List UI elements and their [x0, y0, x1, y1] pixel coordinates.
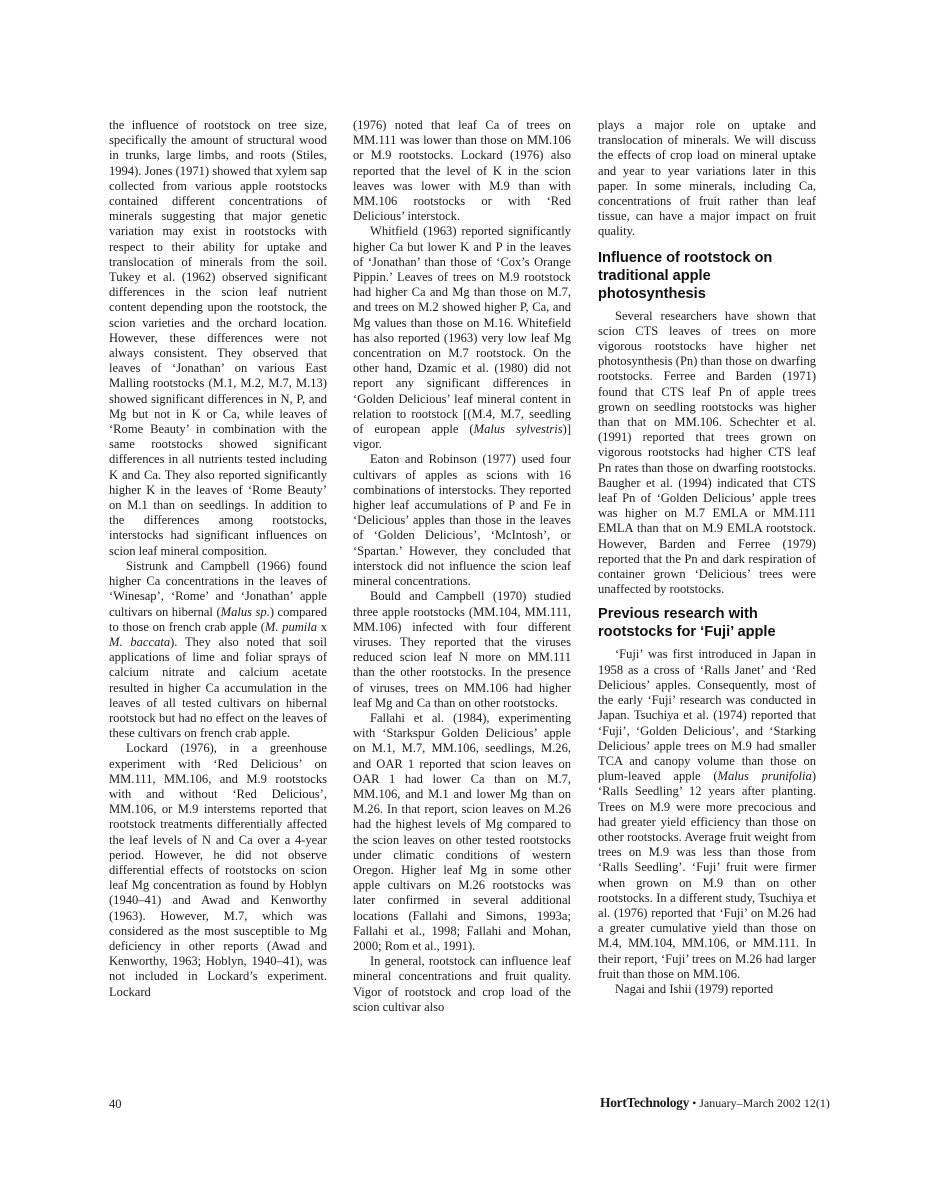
text-column-1	[109, 118, 327, 1000]
section-heading: Previous research with rootstocks for ‘Fuji’ apple	[598, 606, 776, 641]
paragraph: Sistrunk and Campbell (1966) found higher Ca concentrations in the leaves of ‘Winesap’, ‘Rome’ and ‘Jonathan’ apple cultivars on hibernal (Malus sp.) compared to those on french crab apple (M. pumila x M. baccata). They also noted that soil applications of lime and foliar sprays of calcium nitrate and calcium acetate resulted in higher Ca accumulation in the leaves of all tested cultivars on hibernal rootstock but had no effect on the leaves of these cultivars on french crab apple.	[109, 558, 328, 741]
paragraph: ‘Fuji’ was first introduced in Japan in 1958 as a cross of ‘Ralls Janet’ and ‘Red Delicious’ apples. Consequently, most of the early ‘Fuji’ research was conducted in Japan. Tsuchiya et al. (1974) reported that ‘Fuji’, ‘Golden Delicious’, and ‘Starking Delicious’ apple trees on M.9 had smaller TCA and canopy volume than those on plum-leaved apple (Malus prunifolia) ‘Ralls Seedling’ 12 years after planting. Trees on M.9 were more precocious and had greater yield efficiency than those on other rootstocks. Average fruit weight from trees on M.9 was less than those from ‘Ralls Seedling’. ‘Fuji’ fruit were firmer when grown on M.9 than on other rootstocks. In a different study, Tsuchiya et al. (1976) reported that ‘Fuji’ on M.26 had a greater cumulative yield than those on M.4, MM.104, MM.106, or MM.111. In their report, ‘Fuji’ trees on M.26 had larger fruit than those on MM.106.	[598, 647, 816, 981]
paragraph: Eaton and Robinson (1977) used four cultivars of apples as scions with 16 combinations of interstocks. They reported higher leaf accumulations of P and Fe in ‘Delicious’ apples than those in the leaves of ‘Golden Delicious’, ‘McIntosh’, or ‘Spartan.’ However, they concluded that interstock did not influence the scion leaf mineral concentrations.	[353, 452, 571, 589]
paragraph: (1976) noted that leaf Ca of trees on MM.111 was lower than those on MM.106 or M.9 rootstocks. Lockard (1976) also reported that the level of K in the scion leaves was lower with M.9 than with MM.106 rootstocks or with ‘Red Delicious’ interstock.	[353, 118, 571, 224]
section-heading: Influence of rootstock on traditional apple photosynthesis	[598, 249, 773, 302]
journal-footer	[600, 1095, 830, 1111]
page-number: 40	[109, 1097, 122, 1111]
paragraph: Several researchers have shown that scion CTS leaves of trees on more vigorous rootstocks have higher net photosynthesis (Pn) than those on dwarfing rootstocks. Ferree and Barden (1971) found that CTS leaf Pn of apple trees grown on seedling rootstocks was higher than that on MM.106. Schechter et al. (1991) reported that trees grown on vigorous rootstocks had higher CTS leaf Pn rates than those on dwarfing rootstocks. Baugher et al. (1994) indicated that CTS leaf Pn of ‘Golden Delicious’ apple trees was higher on M.7 EMLA or MM.111 EMLA than that on M.9 EMLA rootstock. However, Barden and Ferree (1979) reported that the Pn and dark respiration of container grown ‘Delicious’ trees were unaffected by rootstocks.	[598, 308, 816, 597]
text-column-2	[353, 118, 571, 1015]
paragraph: In general, rootstock can influence leaf mineral concentrations and fruit quality. Vigor of rootstock and crop load of the scion cultivar also	[353, 954, 571, 1014]
paragraph: the influence of rootstock on tree size, specifically the amount of structural wood in trunks, large limbs, and roots (Stiles, 1994). Jones (1971) showed that xylem sap collected from various apple rootstocks contained different concentrations of minerals suggesting that major genetic variation may exist in rootstocks with respect to their ability for uptake and translocation of minerals from the soil. Tukey et al. (1962) observed significant differences in the scion leaf nutrient content depending upon the rootstock, the scion varieties and the orchard location. However, these differences were not always consistent. They observed that leaves of ‘Jonathan’ on various East Malling rootstocks (M.1, M.2, M.7, M.13) showed significant differences in N, P, and Mg but not in K or Ca, while leaves of ‘Rome Beauty’ in combination with the same rootstocks showed significant differences in all nutrients tested including K and Ca. They also reported significantly higher K in the leaves of ‘Rome Beauty’ on M.1 than on seedlings. In addition to the differences among rootstocks, interstocks had significant influences on scion leaf mineral composition.	[109, 118, 327, 558]
paragraph: Nagai and Ishii (1979) reported	[615, 981, 774, 996]
paragraph: plays a major role on uptake and translocation of minerals. We will discuss the effects of crop load on mineral uptake and year to year variations later in this paper. In some minerals, including Ca, concentrations of fruit rather than leaf tissue, can have a major impact on fruit quality.	[598, 118, 816, 239]
paragraph: Whitfield (1963) reported significantly higher Ca but lower K and P in the leaves of ‘Jonathan’ than those of ‘Cox’s Orange Pippin.’ Leaves of trees on M.9 rootstock had higher Ca and Mg than those on M.7, and trees on M.2 showed higher P, Ca, and Mg values than those on M.16. Whitefield has also reported (1963) very low leaf Mg concentration on M.7 rootstock. On the other hand, Dzamic et al. (1980) did not report any significant differences in ‘Golden Delicious’ leaf mineral content in relation to rootstock [(M.4, M.7, seedling of european apple (Malus sylvestris)] vigor.	[353, 224, 571, 452]
paragraph: Lockard (1976), in a greenhouse experiment with ‘Red Delicious’ on MM.111, MM.106, and M.9 rootstocks with and without ‘Red Delicious’, MM.106, or M.9 interstems reported that rootstock treatments differentially affected the leaf levels of N and Ca over a 4-year period. However, he did not observe differential effects of rootstocks on scion leaf Mg concentration as found by Hoblyn (1940–41) and Awad and Kenworthy (1963). However, M.7, which was considered as the most susceptible to Mg deficiency in other reports (Awad and Kenworthy, 1963; Hoblyn, 1940–41), was not included in Lockard’s experiment. Lockard	[109, 741, 327, 999]
text-column-3	[598, 118, 816, 997]
journal-logo: HortTechnology	[600, 1095, 690, 1110]
paragraph: Bould and Campbell (1970) studied three apple rootstocks (MM.104, MM.111, MM.106) infected with four different viruses. They reported that the viruses reduced scion leaf N more on MM.111 than the other rootstocks. In the presence of viruses, trees on MM.106 had higher leaf Mg and Ca than on other rootstocks.	[353, 589, 571, 710]
paragraph: Fallahi et al. (1984), experimenting with ‘Starkspur Golden Delicious’ apple on M.1, M.7, MM.106, seedlings, M.26, and OAR 1 reported that scion leaves on OAR 1 had lower Ca than on M.7, MM.106, and M.1 and lower Mg than on M.26. In that report, scion leaves on M.26 had the highest levels of Mg compared to the scion leaves on other tested rootstocks under climatic conditions of western Oregon. Higher leaf Mg in some other apple cultivars on M.26 rootstocks was later confirmed in several additional locations (Fallahi and Simons, 1993a; Fallahi et al., 1998; Fallahi and Mohan, 2000; Rom et al., 1991).	[353, 710, 571, 953]
issue-info: • January–March 2002 12(1)	[692, 1096, 830, 1110]
